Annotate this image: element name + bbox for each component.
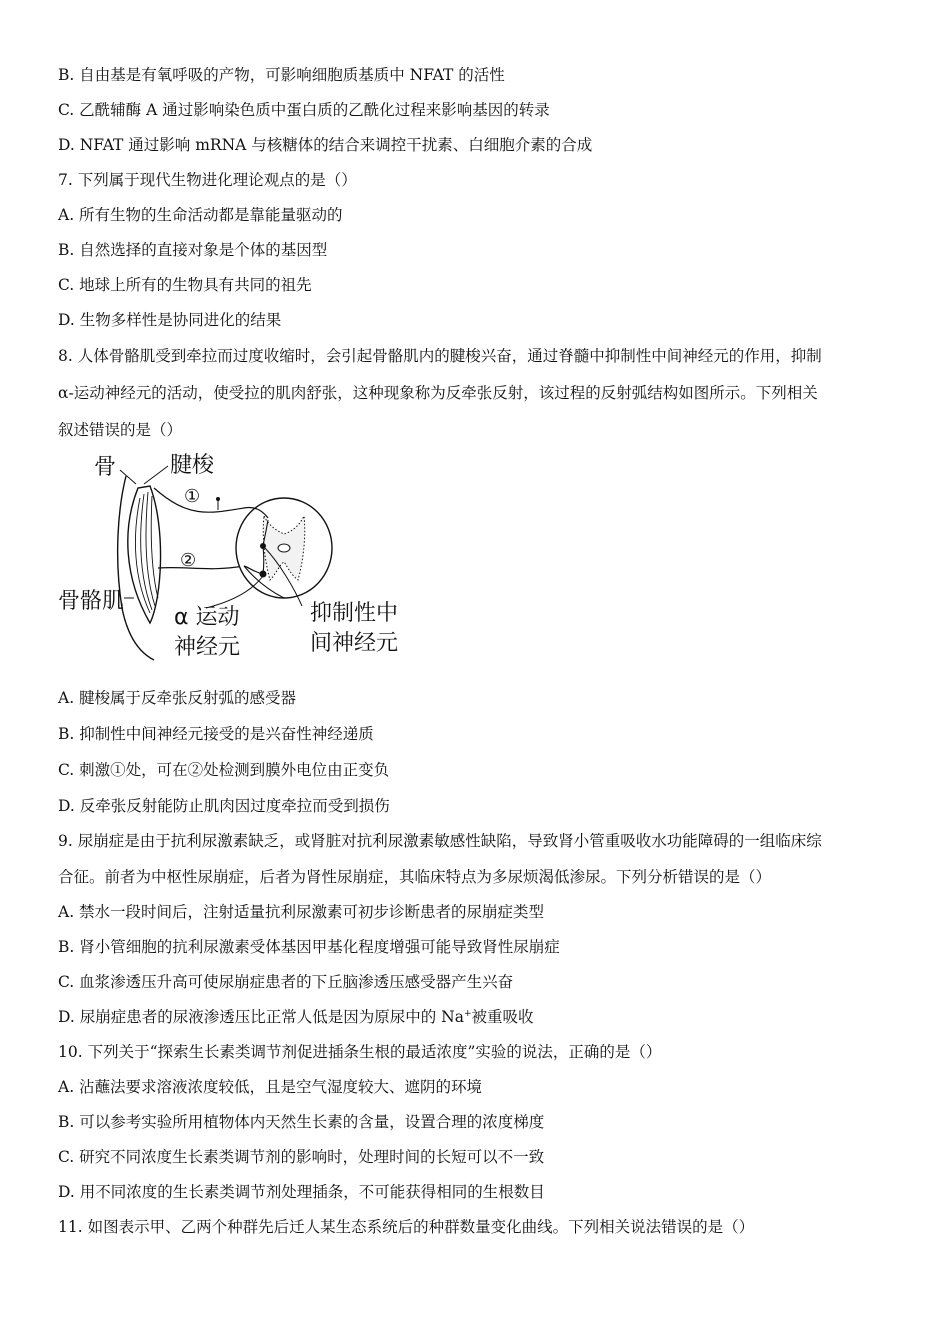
q9-option-b: B. 肾小管细胞的抗利尿激素受体基因甲基化程度增强可能导致肾性尿崩症 <box>58 938 560 956</box>
label-bone: 骨 <box>94 455 117 480</box>
label-site-1: ① <box>184 486 201 507</box>
q10-stem: 10. 下列关于“探索生长素类调节剂促进插条生根的最适浓度”实验的说法，正确的是（） <box>58 1043 662 1061</box>
q10-option-b: B. 可以参考实验所用植物体内天然生长素的含量，设置合理的浓度梯度 <box>58 1113 545 1131</box>
q8-stem-line-2: α-运动神经元的活动，使受拉的肌肉舒张，这种现象称为反牵张反射，该过程的反射弧结构如图所示。下列相关 <box>58 384 818 402</box>
q6-option-c: C. 乙酰辅酶 A 通过影响染色质中蛋白质的乙酰化过程来影响基因的转录 <box>58 101 550 119</box>
label-inhibitory-1: 抑制性中 <box>310 601 399 626</box>
sodium-charge: + <box>463 1008 472 1019</box>
q9-option-d <box>58 1007 534 1027</box>
reflex-arc-diagram <box>58 448 418 663</box>
label-site-2: ② <box>180 550 197 571</box>
q8-option-d: D. 反牵张反射能防止肌肉因过度牵拉而受到损伤 <box>58 797 390 815</box>
label-inhibitory-2: 间神经元 <box>310 631 399 656</box>
q10-option-c: C. 研究不同浓度生长素类调节剂的影响时，处理时间的长短可以不一致 <box>58 1148 545 1166</box>
q9-stem-line-2: 合征。前者为中枢性尿崩症，后者为肾性尿崩症，其临床特点为多尿烦渴低渗尿。下列分析错误的是（） <box>58 868 772 886</box>
q8-stem-line-1: 8. 人体骨骼肌受到牵拉而过度收缩时，会引起骨骼肌内的腱梭兴奋，通过脊髓中抑制性中间神经元的作用，抑制 <box>58 347 822 365</box>
q6-option-b: B. 自由基是有氧呼吸的产物，可影响细胞质基质中 NFAT 的活性 <box>58 66 505 84</box>
label-alpha-motor-1: α 运动 <box>174 605 240 630</box>
q7-option-d: D. 生物多样性是协同进化的结果 <box>58 311 282 329</box>
q9-option-a: A. 禁水一段时间后，注射适量抗利尿激素可初步诊断患者的尿崩症类型 <box>58 903 545 921</box>
q11-stem: 11. 如图表示甲、乙两个种群先后迁人某生态系统后的种群数量变化曲线。下列相关说法错误的是（） <box>58 1218 755 1236</box>
q7-stem: 7. 下列属于现代生物进化理论观点的是（） <box>58 171 357 189</box>
q10-option-a: A. 沾蘸法要求溶液浓度较低，且是空气湿度较大、遮阴的环境 <box>58 1078 483 1096</box>
motor-nerve-fiber <box>158 566 244 569</box>
q7-option-c: C. 地球上所有的生物具有共同的祖先 <box>58 276 312 294</box>
label-alpha-motor-2: 神经元 <box>174 635 241 660</box>
label-skeletal-muscle: 骨骼肌 <box>58 589 125 614</box>
q9-option-c: C. 血浆渗透压升高可使尿崩症患者的下丘脑渗透压感受器产生兴奋 <box>58 973 514 991</box>
q8-stem-line-3: 叙述错误的是（） <box>58 421 183 439</box>
skeletal-muscle <box>128 486 161 623</box>
q8-option-a: A. 腱梭属于反牵张反射弧的感受器 <box>58 689 297 707</box>
q10-option-d: D. 用不同浓度的生长素类调节剂处理插条，不可能获得相同的生根数目 <box>58 1183 545 1201</box>
q9-option-d-text: D. 尿崩症患者的尿液渗透压比正常人低是因为原尿中的 Na <box>58 1008 464 1026</box>
q7-option-a: A. 所有生物的生命活动都是靠能量驱动的 <box>58 206 343 224</box>
q9-stem-line-1: 9. 尿崩症是由于抗利尿激素缺乏，或肾脏对抗利尿激素敏感性缺陷，导致肾小管重吸收水功能障碍的一组临床综 <box>58 832 822 850</box>
q9-option-d-tail: 被重吸收 <box>471 1008 534 1026</box>
q7-option-b: B. 自然选择的直接对象是个体的基因型 <box>58 241 328 259</box>
label-tendon-spindle: 腱梭 <box>170 453 215 478</box>
q8-option-c: C. 刺激①处，可在②处检测到膜外电位由正变负 <box>58 761 390 779</box>
q6-option-d: D. NFAT 通过影响 mRNA 与核糖体的结合来调控干扰素、白细胞介素的合成 <box>58 136 593 154</box>
q8-option-b: B. 抑制性中间神经元接受的是兴奋性神经递质 <box>58 725 374 743</box>
